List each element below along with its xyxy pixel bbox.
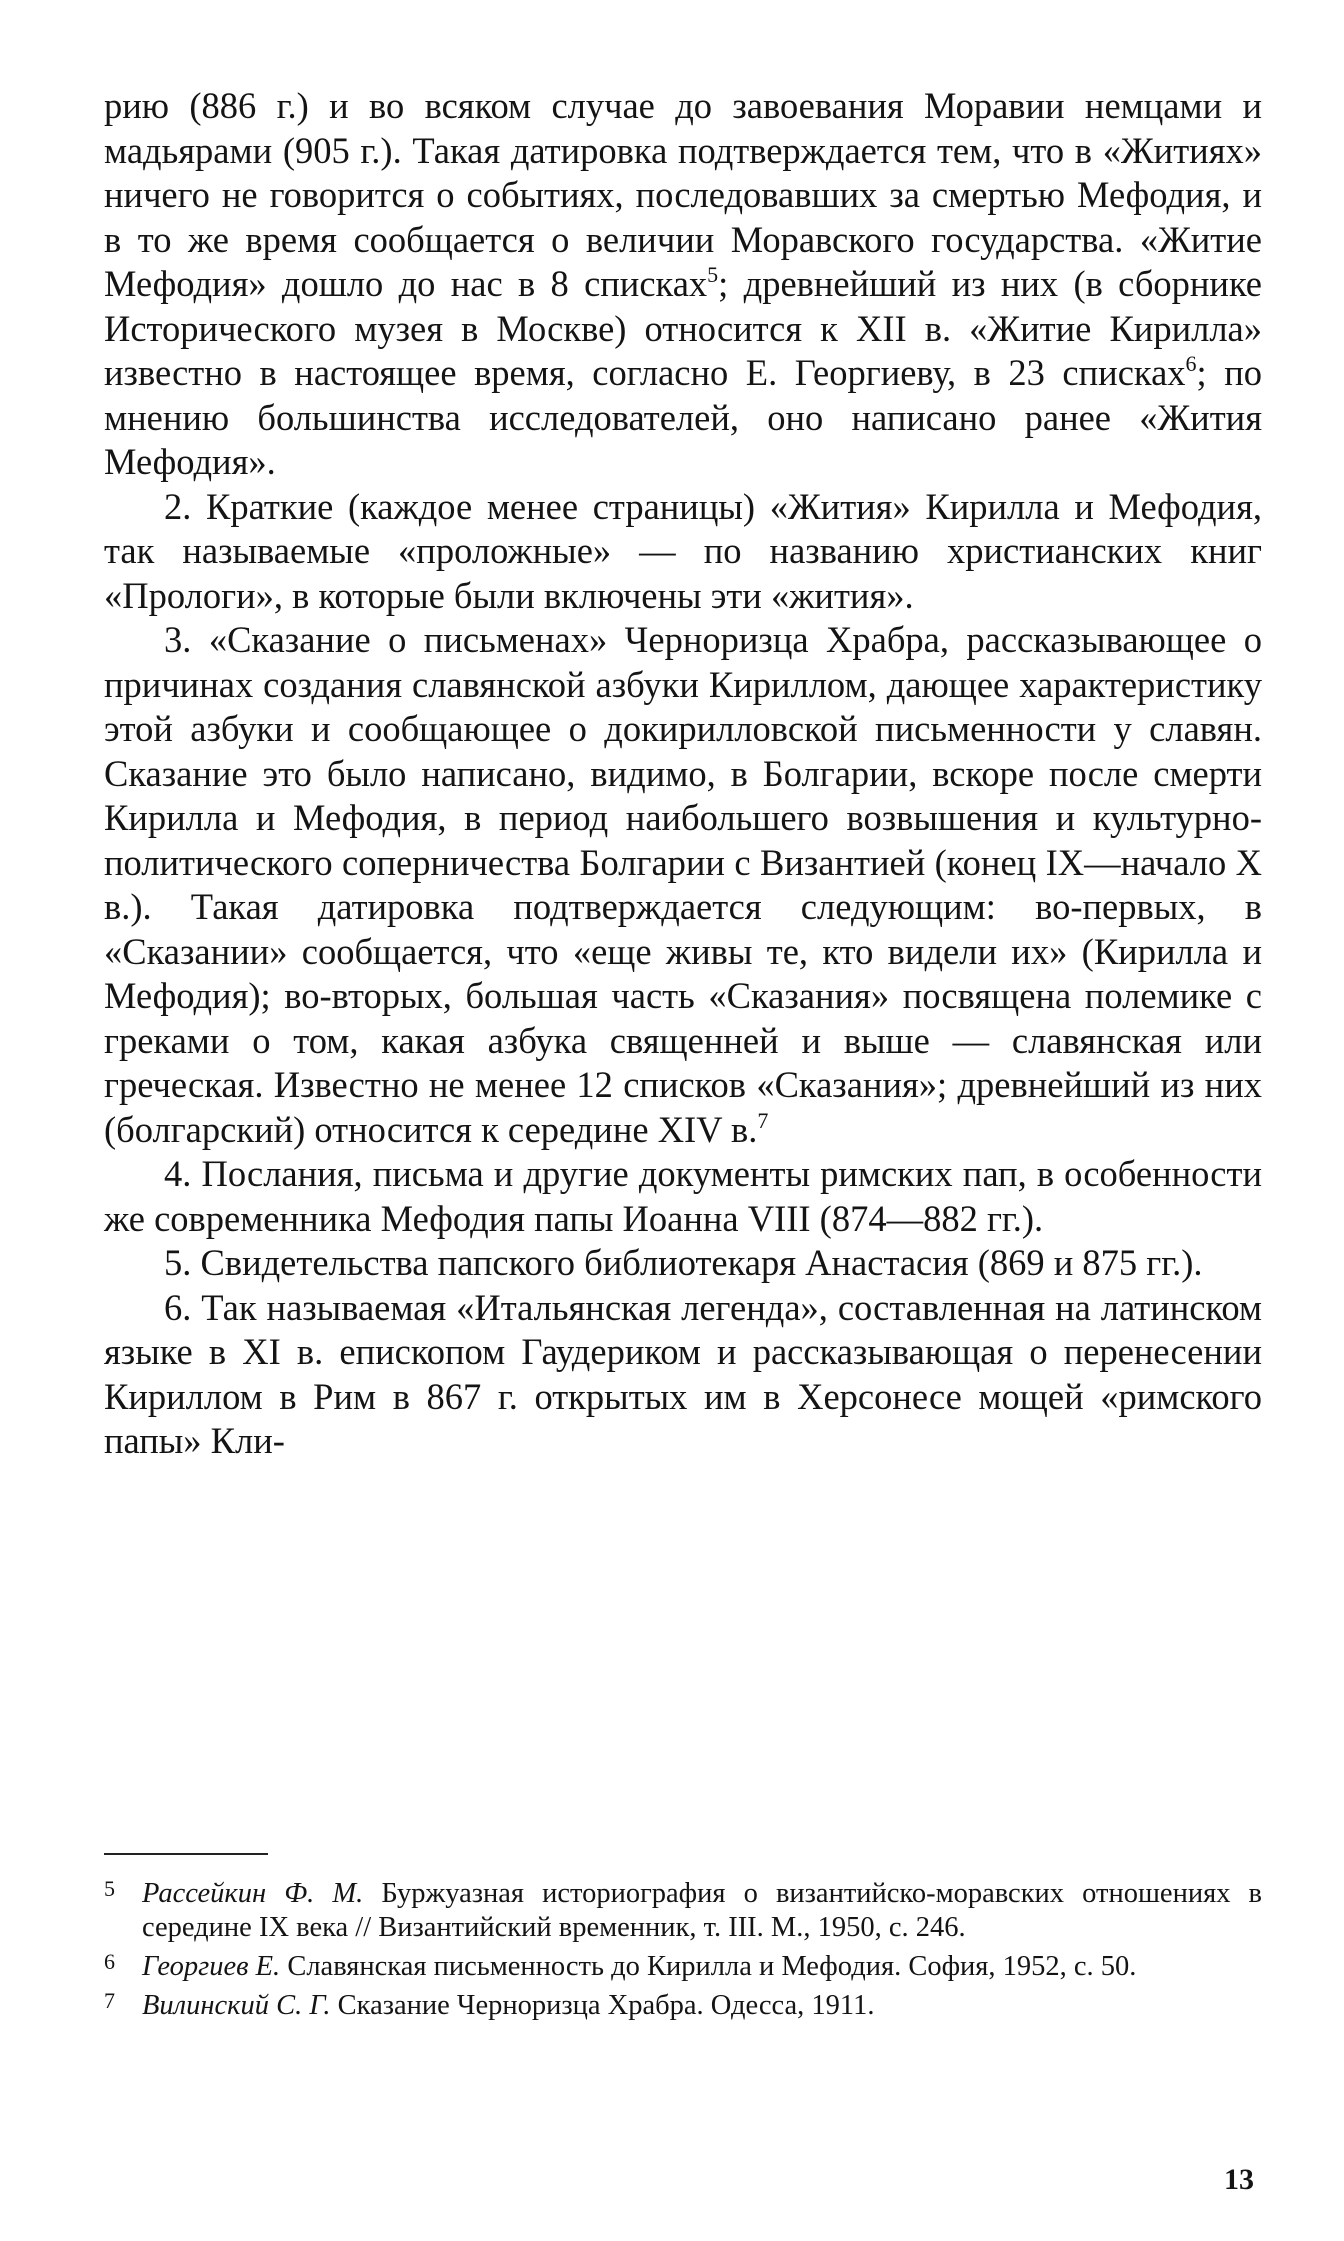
footnote-ref-6[interactable]: 6 [1185, 351, 1197, 376]
footnote-6-author: Георгиев Е. [142, 1951, 281, 1982]
paragraph-5: 5. Свидетельства папского библиотекаря Анастасия (869 и 875 гг.). [164, 1242, 1203, 1283]
footnote-5 [104, 1872, 1262, 1945]
paragraph-1-part-b: ; древнейший из них (в сборнике Исторического музея в Москве) относится к XII в. «Житие Кирилла» известно в настоящее время, согласно Е. Георгиеву, в 23 списках [104, 263, 1262, 393]
footnote-divider [104, 1853, 268, 1855]
paragraph-1-part-a: рию (886 г.) и во всяком случае до завоевания Моравии немцами и мадьярами (905 г.). Такая датировка подтверждается тем, что в «Житиях» ничего не говорится о событиях, последовавших за смертью Мефодия, и в то же время сообщается о величии Моравского государства. «Житие Мефодия» дошло до нас в 8 списках [104, 85, 1262, 304]
footnote-7 [104, 1984, 1262, 2023]
footnote-5-text: Буржуазная историография о византийско-моравских отношениях в середине IX века // Византийский временник, т. III. М., 1950, с. 246. [142, 1878, 1263, 1943]
footnote-7-text: Сказание Черноризца Храбра. Одесса, 1911. [330, 1990, 875, 2021]
footnotes [104, 1872, 1262, 2023]
paragraph-3 [104, 618, 1262, 1152]
paragraph-6: 6. Так называемая «Итальянская легенда», составленная на латинском языке в XI в. епископом Гаудериком и рассказывающая о перенесении Кириллом в Рим в 867 г. открытых им в Херсонесе мощей «римского папы» Кли- [104, 1286, 1262, 1461]
footnote-7-number: 7 [104, 1988, 115, 2013]
footnote-ref-5[interactable]: 5 [707, 262, 719, 287]
paragraph-2: 2. Краткие (каждое менее страницы) «Жития» Кирилла и Мефодия, так называемые «проложные» — по названию христианских книг «Прологи», в которые были включены эти «жития». [104, 485, 1262, 616]
footnote-7-author: Вилинский С. Г. [142, 1990, 331, 2021]
paragraph-1 [104, 84, 1262, 485]
footnote-6-number: 6 [104, 1949, 115, 1974]
footnote-6 [104, 1945, 1262, 1984]
footnote-5-author: Рассейкин Ф. М. [142, 1878, 364, 1909]
footnote-ref-7[interactable]: 7 [757, 1107, 769, 1133]
paragraph-4: 4. Послания, письма и другие документы римских пап, в особенности же современника Мефодия папы Иоанна VIII (874—882 гг.). [104, 1153, 1262, 1239]
main-text [104, 84, 1262, 1464]
page-number: 13 [1224, 2163, 1254, 2196]
paragraph-1-part-c: ; по мнению большинства исследователей, оно написано ранее «Жития Мефодия». [104, 352, 1262, 482]
footnote-6-text: Славянская письменность до Кирилла и Мефодия. София, 1952, с. 50. [280, 1951, 1137, 1982]
paragraph-3-text: 3. «Сказание о письменах» Черноризца Храбра, рассказывающее о причинах создания славянской азбуки Кириллом, дающее характеристику этой азбуки и сообщающее о докирилловской письменности у славян. Сказание это было написано, видимо, в Болгарии, вскоре после смерти Кирилла и Мефодия, в период наибольшего возвышения и культурно-политического соперничества Болгарии с Византией (конец IX—начало X в.). Такая датировка подтверждается следующим: во-первых, в «Сказании» сообщается, что «еще живы те, кто видели их» (Кирилла и Мефодия); во-вторых, большая часть «Сказания» посвящена полемике с греками о том, какая азбука священней и выше — славянская или греческая. Известно не менее 12 списков «Сказания»; древнейший из них (болгарский) относится к середине XIV в. [104, 619, 1262, 1150]
footnote-5-number: 5 [104, 1876, 115, 1901]
